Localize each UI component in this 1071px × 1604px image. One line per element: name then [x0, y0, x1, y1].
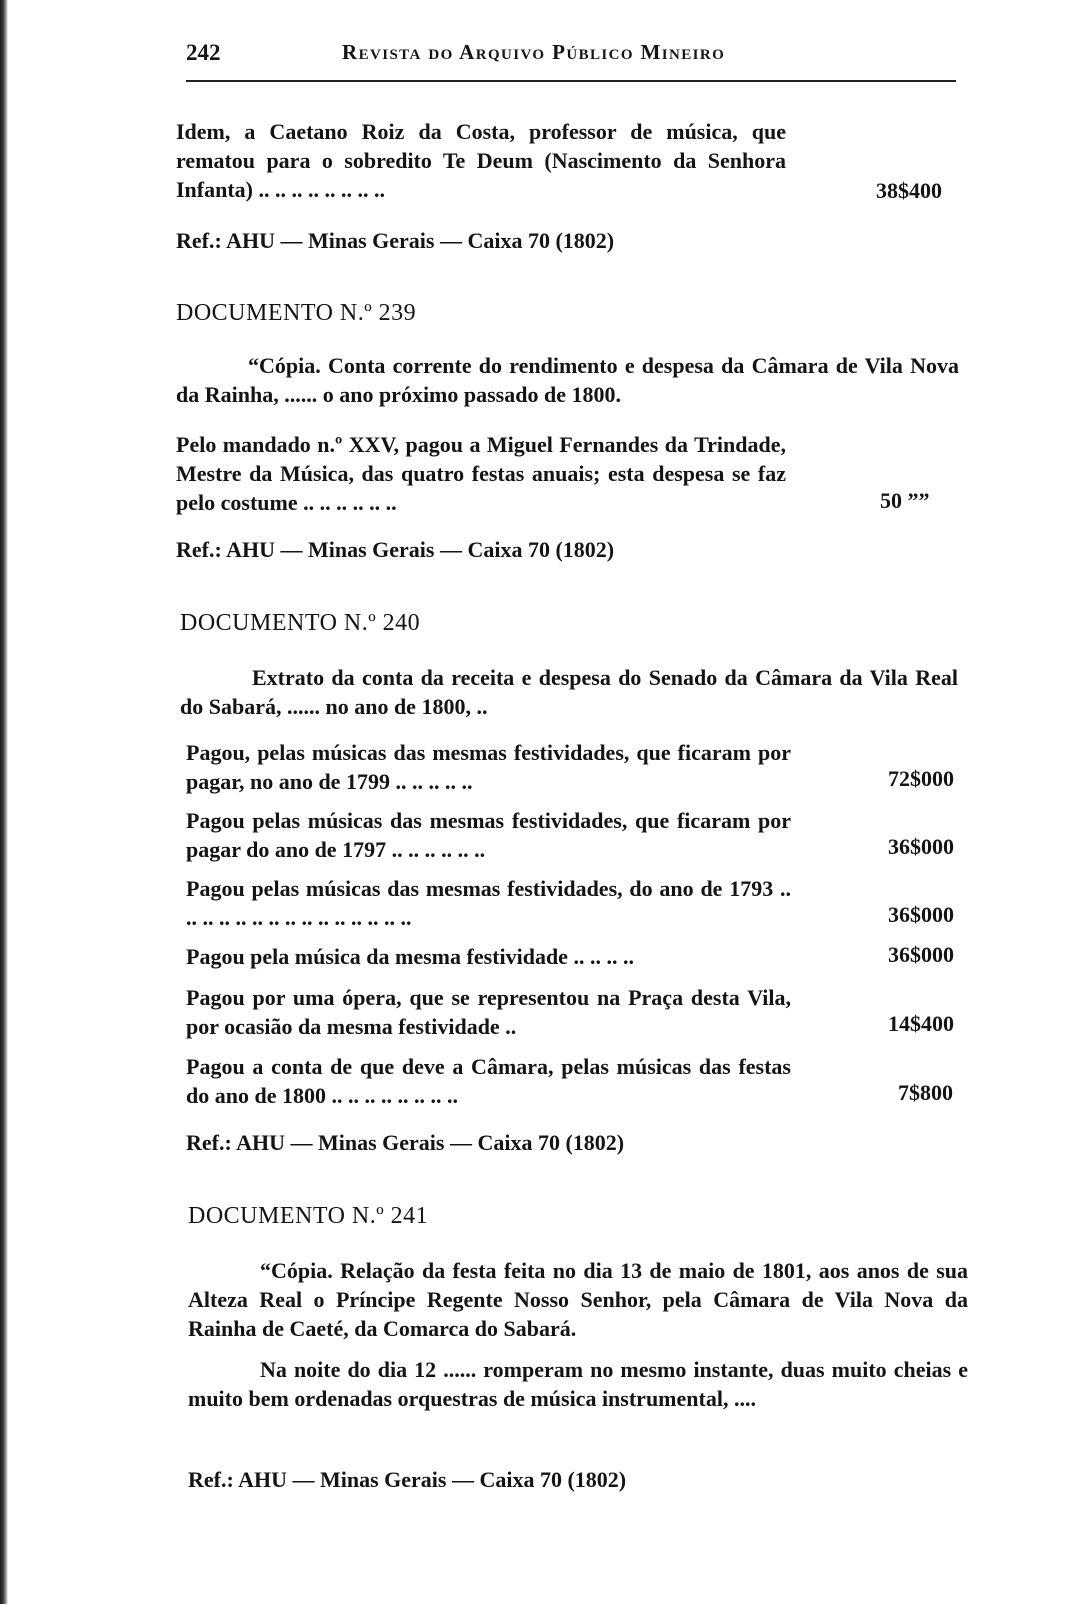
reference-240: Ref.: AHU — Minas Gerais — Caixa 70 (1802) — [186, 1130, 625, 1155]
amount-240: 36$000 — [888, 902, 954, 927]
paragraph-241: Na noite do dia 12 ...... romperam no mesmo instante, duas muito cheias e muito bem ordenadas orquestras de música instrumental, .... — [188, 1357, 968, 1411]
header-rule — [186, 80, 956, 82]
entry-240: Pagou pelas músicas das mesmas festividades, do ano de 1793 .. .. .. .. .. .. .. .. .. .. .. .. .. .. .. — [186, 876, 791, 930]
entry-caetano-roiz: Idem, a Caetano Roiz da Costa, professor de música, que rematou para o sobredito Te Deum (Nascimento da Senhora Infanta) .. .. .. .. .. .. .. .. — [176, 119, 786, 202]
quote-239: “Cópia. Conta corrente do rendimento e despesa da Câmara de Vila Nova da Rainha, ...... o ano próximo passado de 1800. — [176, 353, 959, 407]
amount-240: 14$400 — [888, 1011, 954, 1036]
running-header — [186, 40, 954, 74]
amount-240: 72$000 — [888, 766, 954, 791]
amount-caetano-roiz: 38$400 — [876, 178, 942, 203]
reference-top: Ref.: AHU — Minas Gerais — Caixa 70 (1802) — [176, 228, 615, 253]
entry-240: Pagou a conta de que deve a Câmara, pelas músicas das festas do ano de 1800 .. .. .. .. .. .. .. .. — [186, 1054, 791, 1108]
running-title: Revista do Arquivo Público Mineiro — [342, 40, 726, 64]
document-heading-240: DOCUMENTO N.º 240 — [180, 610, 421, 636]
amount-239: 50 ”” — [880, 488, 930, 513]
reference-239: Ref.: AHU — Minas Gerais — Caixa 70 (1802) — [176, 537, 615, 562]
amount-240: 36$000 — [888, 942, 954, 967]
page-binding-edge — [0, 0, 8, 1604]
entry-240: Pagou, pelas músicas das mesmas festividades, que ficaram por pagar, no ano de 1799 .. .. .. .. .. — [186, 740, 791, 794]
document-heading-239: DOCUMENTO N.º 239 — [176, 300, 417, 326]
amount-240: 7$800 — [898, 1080, 953, 1105]
intro-240: Extrato da conta da receita e despesa do Senado da Câmara da Vila Real do Sabará, ...... no ano de 1800, .. — [180, 665, 958, 719]
amount-240: 36$000 — [888, 834, 954, 859]
entry-239: Pelo mandado n.º XXV, pagou a Miguel Fernandes da Trindade, Mestre da Música, das quatro festas anuais; esta despesa se faz pelo costume .. .. .. .. .. .. — [176, 432, 786, 515]
reference-241: Ref.: AHU — Minas Gerais — Caixa 70 (1802) — [188, 1467, 627, 1492]
quote-241: “Cópia. Relação da festa feita no dia 13 de maio de 1801, aos anos de sua Alteza Real o Príncipe Regente Nosso Senhor, pela Câmara de Vila Nova da Rainha de Caeté, da Comarca do Sabará. — [188, 1258, 968, 1341]
entry-240: Pagou pelas músicas das mesmas festividades, que ficaram por pagar do ano de 1797 .. .. .. .. .. .. — [186, 808, 791, 862]
entry-240: Pagou por uma ópera, que se representou na Praça desta Vila, por ocasião da mesma festividade .. — [186, 985, 791, 1039]
page-number: 242 — [186, 40, 221, 65]
entry-240: Pagou pela música da mesma festividade .. .. .. .. — [186, 944, 634, 969]
document-heading-241: DOCUMENTO N.º 241 — [188, 1203, 429, 1229]
